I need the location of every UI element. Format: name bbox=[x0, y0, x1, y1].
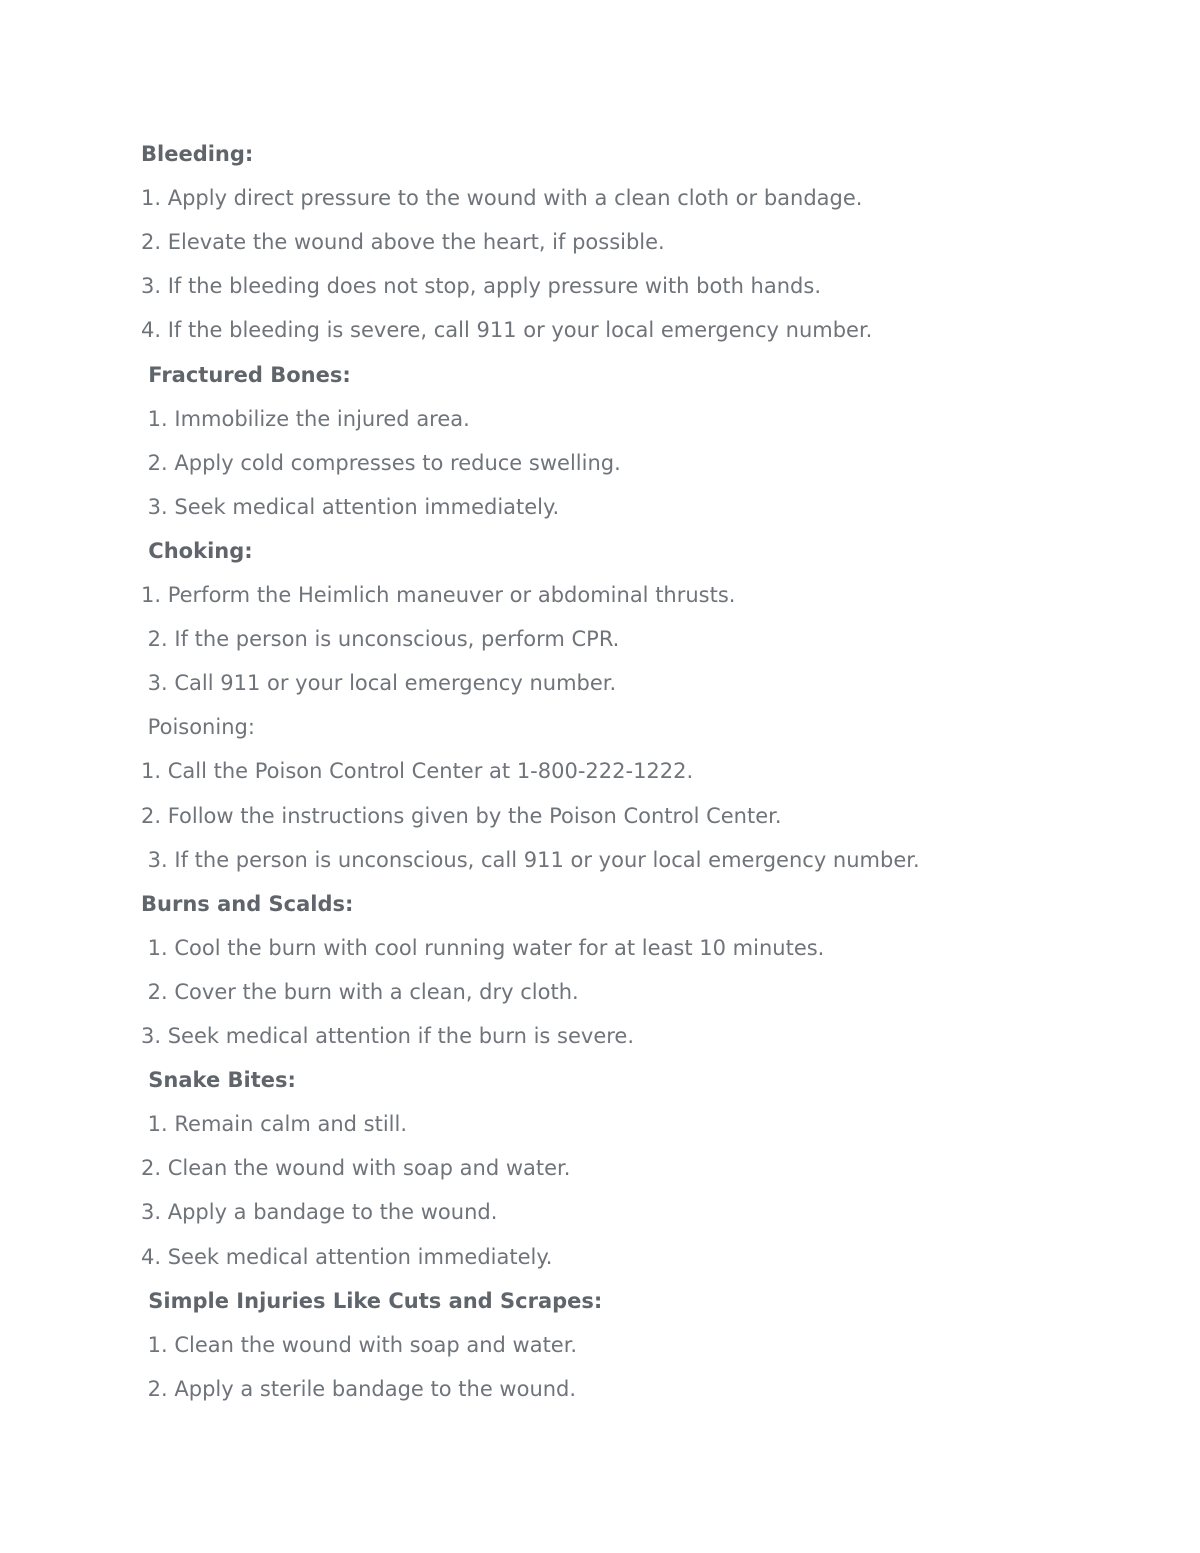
list-item: 2. Apply cold compresses to reduce swelling. bbox=[141, 450, 621, 475]
list-item: 2. If the person is unconscious, perform CPR. bbox=[141, 627, 620, 652]
list-item: 4. Seek medical attention immediately. bbox=[141, 1244, 553, 1269]
list-item: 3. If the bleeding does not stop, apply pressure with both hands. bbox=[141, 274, 821, 299]
section-heading: Simple Injuries Like Cuts and Scrapes: bbox=[141, 1288, 603, 1313]
section-heading: Choking: bbox=[141, 538, 253, 563]
section-heading: Bleeding: bbox=[141, 142, 254, 166]
list-item: 2. Elevate the wound above the heart, if possible. bbox=[141, 230, 665, 255]
list-item: 1. Immobilize the injured area. bbox=[141, 406, 470, 431]
list-item: 2. Apply a sterile bandage to the wound. bbox=[141, 1376, 577, 1401]
list-item: 1. Cool the burn with cool running water for at least 10 minutes. bbox=[141, 935, 825, 960]
list-item: 2. Clean the wound with soap and water. bbox=[141, 1156, 571, 1181]
list-item: 4. If the bleeding is severe, call 911 or your local emergency number. bbox=[141, 318, 873, 343]
list-item: 1. Perform the Heimlich maneuver or abdominal thrusts. bbox=[141, 583, 736, 607]
list-item: 3. Seek medical attention if the burn is severe. bbox=[141, 1024, 635, 1048]
list-item: 1. Remain calm and still. bbox=[141, 1112, 408, 1137]
list-item: 3. Call 911 or your local emergency number. bbox=[141, 671, 617, 696]
list-item: 1. Clean the wound with soap and water. bbox=[141, 1332, 578, 1357]
list-item: 3. Seek medical attention immediately. bbox=[141, 494, 560, 519]
section-heading: Fractured Bones: bbox=[141, 362, 351, 387]
list-item: 3. If the person is unconscious, call 911 or your local emergency number. bbox=[141, 847, 920, 872]
section-heading: Poisoning: bbox=[141, 715, 255, 740]
section-heading: Snake Bites: bbox=[141, 1068, 296, 1093]
section-heading: Burns and Scalds: bbox=[141, 891, 354, 916]
list-item: 2. Follow the instructions given by the Poison Control Center. bbox=[141, 803, 782, 828]
list-item: 1. Call the Poison Control Center at 1-800-222-1222. bbox=[141, 759, 694, 784]
list-item: 3. Apply a bandage to the wound. bbox=[141, 1200, 498, 1225]
list-item: 2. Cover the burn with a clean, dry cloth. bbox=[141, 979, 579, 1004]
list-item: 1. Apply direct pressure to the wound with a clean cloth or bandage. bbox=[141, 186, 863, 211]
